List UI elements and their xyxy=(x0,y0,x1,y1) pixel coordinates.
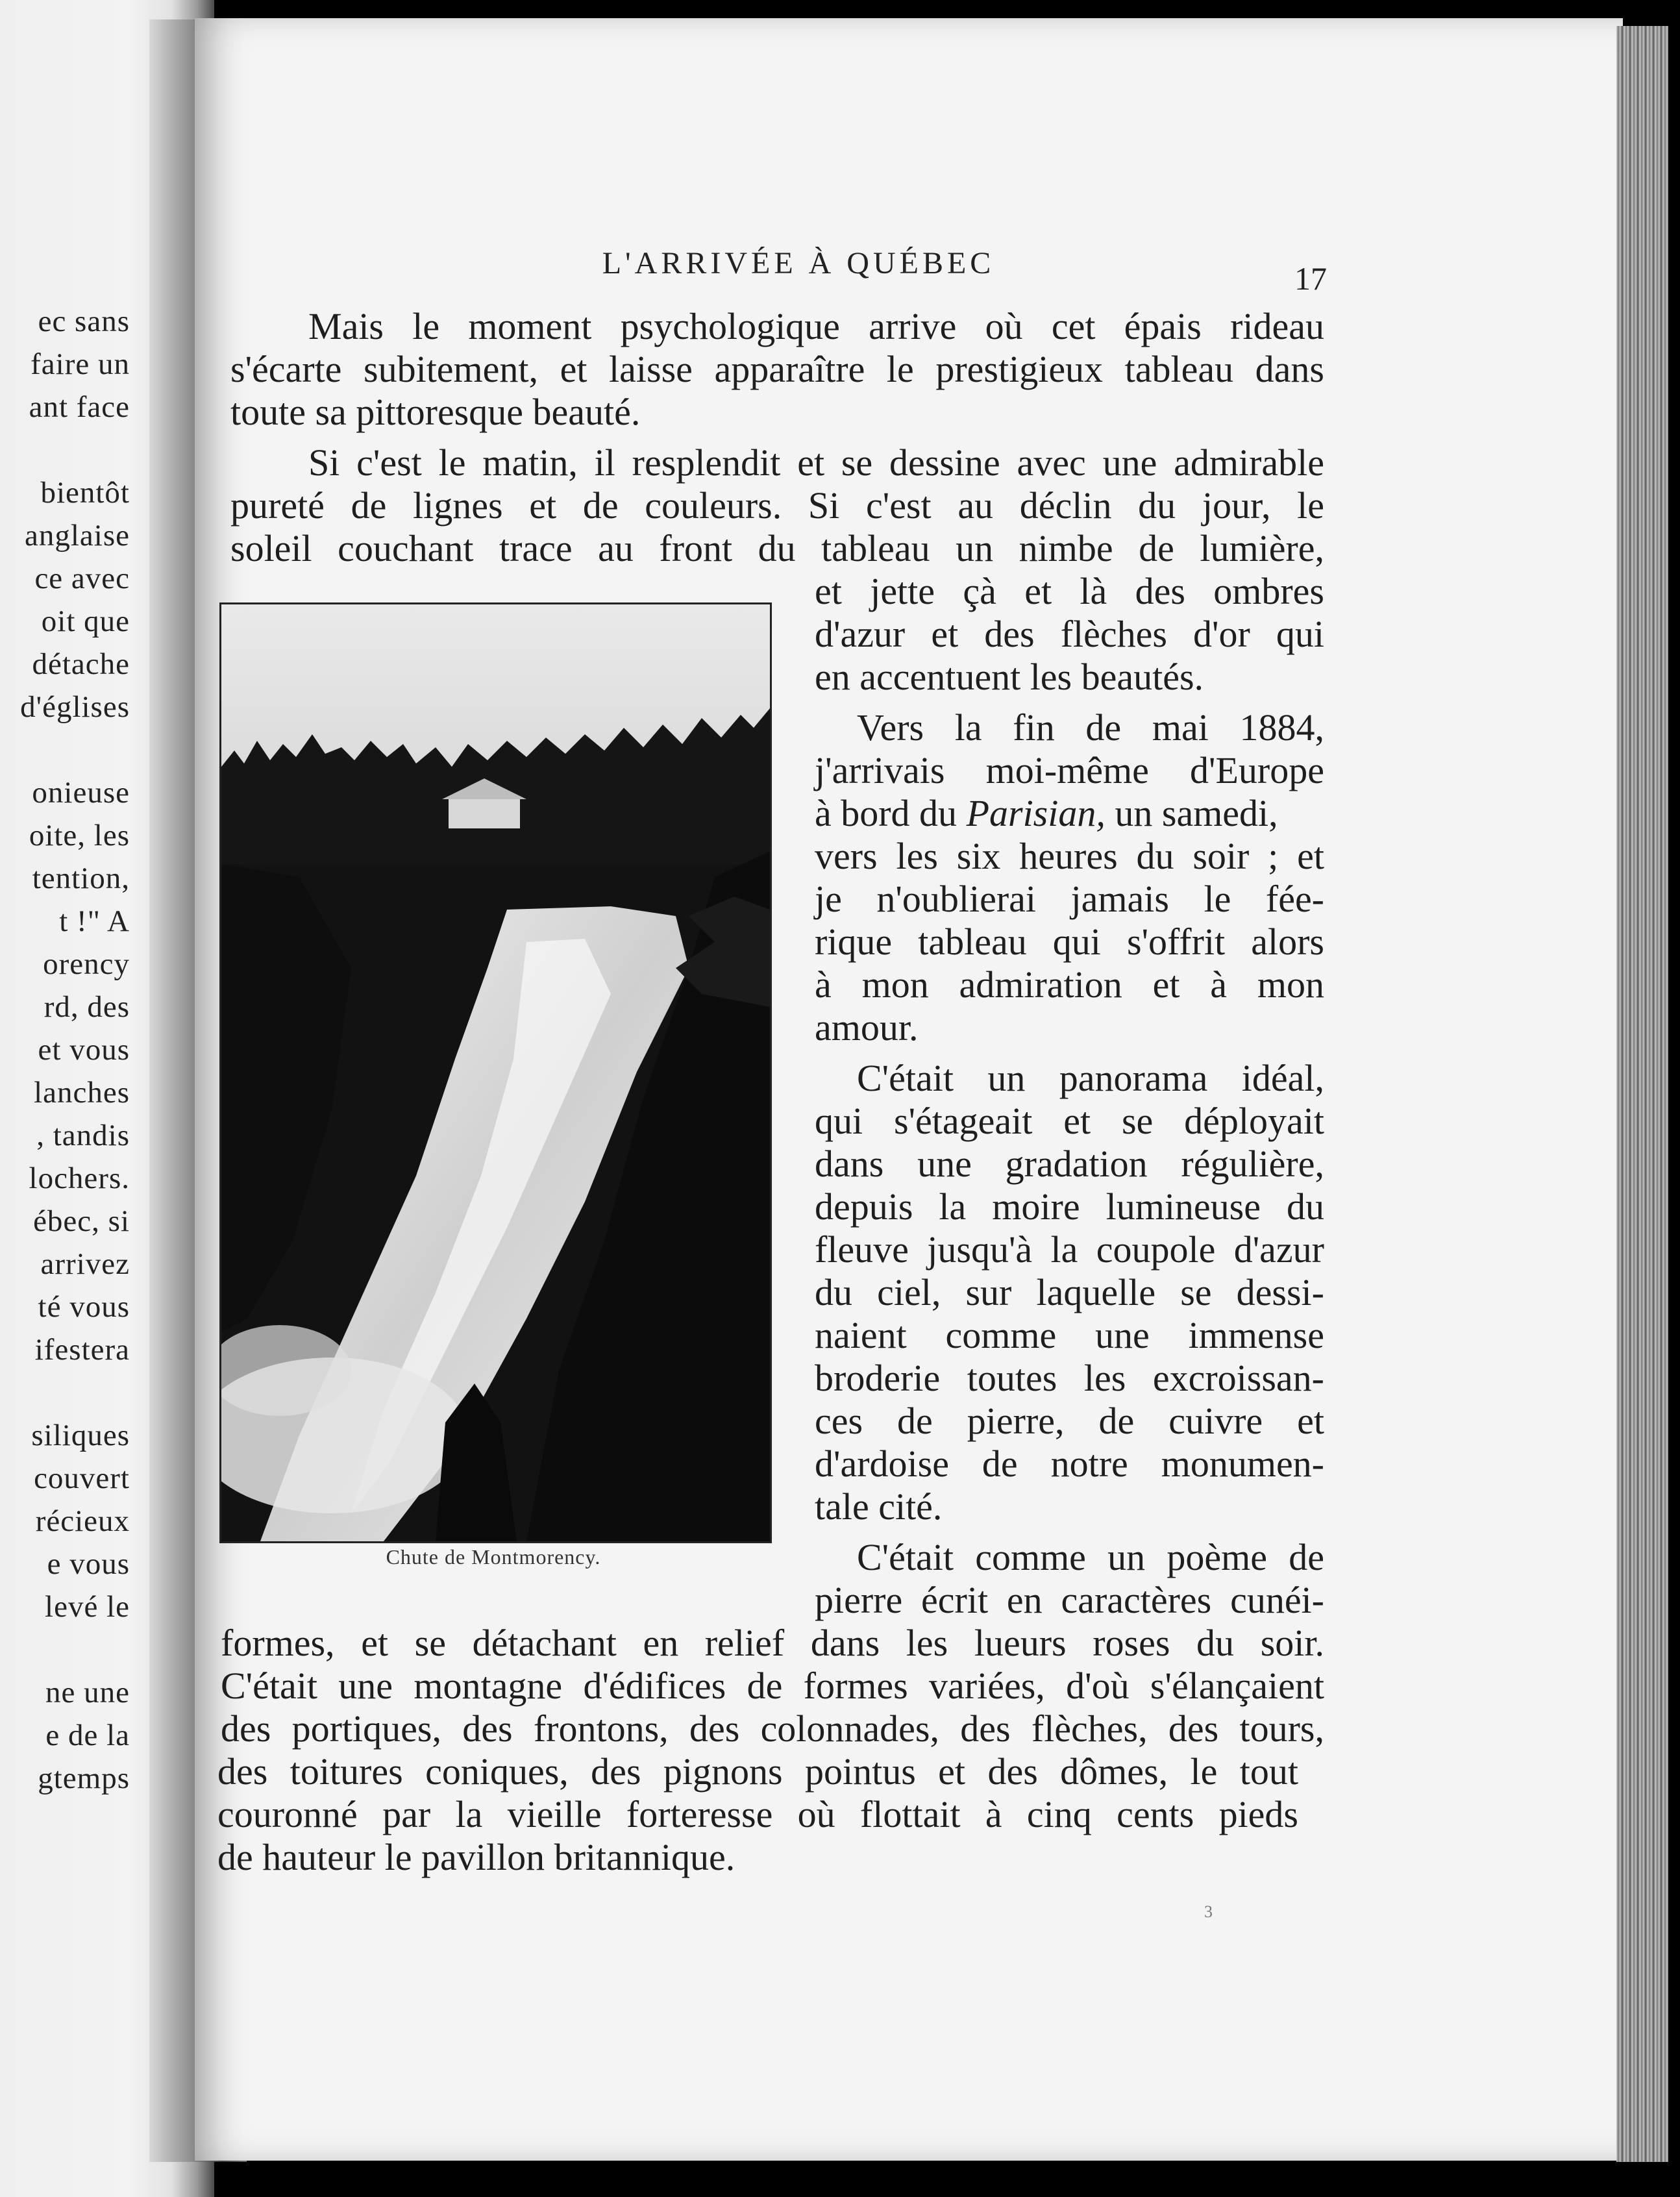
facing-page-line: ébec, si xyxy=(33,1204,130,1238)
facing-page-line: lochers. xyxy=(29,1161,130,1195)
text-line: couronné par la vieille forteresse où flottait à cinq cents pieds xyxy=(217,1793,1298,1835)
facing-page-line: oite, les xyxy=(29,819,130,852)
facing-page-line: siliques xyxy=(31,1419,130,1452)
text-line: ces de pierre, de cuivre et xyxy=(815,1400,1324,1442)
text-line: Mais le moment psychologique arrive où cet épais rideau xyxy=(308,305,1324,347)
facing-page-line: t !" A xyxy=(59,904,130,938)
text-line: C'était un panorama idéal, xyxy=(857,1057,1324,1099)
text-line: de hauteur le pavillon britannique. xyxy=(217,1836,735,1878)
facing-page-line: ant face xyxy=(29,390,130,424)
text-fragment: un samedi, xyxy=(1115,792,1278,834)
facing-page-line: , tandis xyxy=(36,1119,130,1152)
facing-page-line: récieux xyxy=(35,1504,130,1538)
facing-page-line: faire un xyxy=(31,347,130,381)
text-line: pierre écrit en caractères cunéi- xyxy=(815,1579,1324,1621)
text-line: vers les six heures du soir ; et xyxy=(815,835,1324,877)
text-line: amour. xyxy=(815,1006,919,1049)
text-line: broderie toutes les excroissan- xyxy=(815,1357,1324,1399)
text-fragment: à bord du xyxy=(815,792,957,834)
facing-page-text xyxy=(0,300,130,1800)
text-line: qui s'étageait et se déployait xyxy=(815,1100,1324,1142)
waterfall-illustration xyxy=(221,604,770,1541)
facing-page-line: bientôt xyxy=(40,476,130,510)
waterfall-photograph xyxy=(219,602,772,1543)
facing-page-line: levé le xyxy=(45,1590,130,1624)
facing-page-line: e de la xyxy=(45,1719,130,1752)
text-line: et jette çà et là des ombres xyxy=(815,570,1324,612)
running-title: L'ARRIVÉE À QUÉBEC xyxy=(602,246,995,280)
facing-page-line: ifestera xyxy=(34,1333,130,1367)
facing-page-line: ec sans xyxy=(38,304,130,338)
text-line: C'était comme un poème de xyxy=(857,1536,1324,1578)
text-line: toute sa pittoresque beauté. xyxy=(230,391,641,433)
signature-mark: 3 xyxy=(1204,1902,1213,1921)
facing-page-line: ce avec xyxy=(34,562,130,595)
facing-page-line: d'églises xyxy=(20,690,130,724)
text-line: d'azur et des flèches d'or qui xyxy=(815,613,1324,655)
facing-page-line: ne une xyxy=(45,1676,130,1709)
facing-page-line: couvert xyxy=(34,1461,130,1495)
facing-page-line: rd, des xyxy=(43,990,130,1024)
text-line: tale cité. xyxy=(815,1485,943,1528)
text-line: pureté de lignes et de couleurs. Si c'est au déclin du jour, le xyxy=(230,484,1324,527)
text-line: dans une gradation régulière, xyxy=(815,1143,1324,1185)
text-line: du ciel, sur laquelle se dessi- xyxy=(815,1271,1324,1313)
text-line: depuis la moire lumineuse du xyxy=(815,1185,1324,1228)
text-line: naient comme une immense xyxy=(815,1314,1324,1356)
facing-page-line xyxy=(0,728,130,771)
facing-page-line: té vous xyxy=(38,1290,130,1324)
facing-page-line: orency xyxy=(43,947,130,981)
text-line: en accentuent les beautés. xyxy=(815,656,1204,698)
facing-page-line: oit que xyxy=(41,604,130,638)
facing-page-line xyxy=(0,428,130,471)
facing-page-line: et vous xyxy=(38,1033,130,1067)
ship-name: Parisian, xyxy=(966,792,1106,834)
facing-page-line: gtemps xyxy=(38,1761,130,1795)
text-line: Si c'est le matin, il resplendit et se dessine avec une admirable xyxy=(308,441,1324,484)
text-line: soleil couchant trace au front du tableau un nimbe de lumière, xyxy=(230,527,1324,569)
facing-page-line xyxy=(0,1628,130,1671)
house-shape xyxy=(449,796,520,828)
facing-page-line xyxy=(0,1371,130,1414)
text-line: rique tableau qui s'offrit alors xyxy=(815,921,1324,963)
text-line: à mon admiration et à mon xyxy=(815,963,1324,1006)
facing-page-line: lanches xyxy=(34,1076,130,1110)
text-line: C'était une montagne d'édifices de formes variées, d'où s'élançaient xyxy=(221,1665,1324,1707)
facing-page-line: tention, xyxy=(32,862,130,895)
text-line: formes, et se détachant en relief dans les lueurs roses du soir. xyxy=(221,1622,1324,1664)
facing-page-line: détache xyxy=(32,647,130,681)
text-line: Vers la fin de mai 1884, xyxy=(857,706,1324,749)
text-line: j'arrivais moi-même d'Europe xyxy=(815,749,1324,791)
page-edges xyxy=(1616,26,1668,2162)
text-line: des portiques, des frontons, des colonnades, des flèches, des tours, xyxy=(221,1707,1324,1750)
facing-page-line: onieuse xyxy=(32,776,130,810)
text-line-with-italic xyxy=(815,792,1324,835)
text-line: des toitures coniques, des pignons pointus et des dômes, le tout xyxy=(217,1750,1298,1793)
facing-page-line: anglaise xyxy=(25,519,130,552)
facing-page-line: arrivez xyxy=(40,1247,130,1281)
page-number: 17 xyxy=(1294,260,1327,297)
figure-caption: Chute de Montmorency. xyxy=(386,1545,601,1569)
text-line: fleuve jusqu'à la coupole d'azur xyxy=(815,1228,1324,1271)
text-line: d'ardoise de notre monumen- xyxy=(815,1443,1324,1485)
facing-page-line: e vous xyxy=(47,1547,130,1581)
text-line: s'écarte subitement, et laisse apparaître le prestigieux tableau dans xyxy=(230,348,1324,390)
text-line: je n'oublierai jamais le fée- xyxy=(815,878,1324,920)
